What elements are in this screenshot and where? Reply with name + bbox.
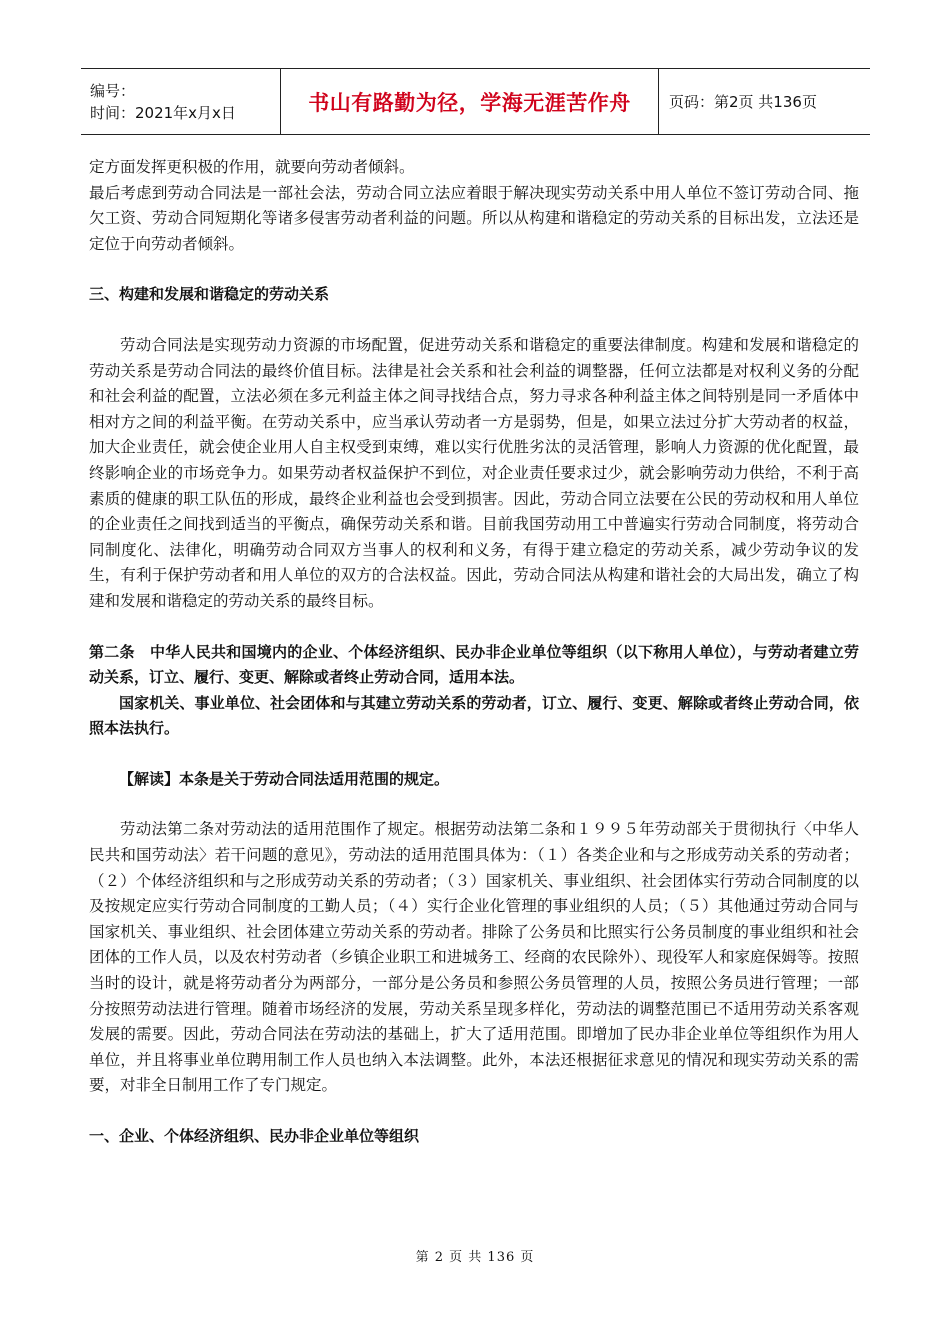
paragraph: 劳动法第二条对劳动法的适用范围作了规定。根据劳动法第二条和１９９５年劳动部关于贯彻执行〈中华人民共和国劳动法〉若干问题的意见》，劳动法的适用范围具体为：（１）各类企业和与之形成劳动关系的劳动者；（２）个体经济组织和与之形成劳动关系的劳动者；（３）国家机关、事业组织、社会团体实行劳动合同制度的以及按规定应实行劳动合同制度的工勤人员；（４）实行企业化管理的事业组织的人员；（５）其他通过劳动合同与国家机关、事业组织、社会团体建立劳动关系的劳动者。排除了公务员和比照实行公务员制度的事业组织和社会团体的工作人员，以及农村劳动者（乡镇企业职工和进城务工、经商的农民除外）、现役军人和家庭保姆等。按照当时的设计，就是将劳动者分为两部分，一部分是公务员和参照公务员管理的人员，按照公务员进行管理；一部分按照劳动法进行管理。随着市场经济的发展，劳动关系呈现多样化，劳动法的调整范围已不适用劳动关系客观发展的需要。因此，劳动合同法在劳动法的基础上，扩大了适用范围。即增加了民办非企业单位等组织作为用人单位，并且将事业单位聘用制工作人员也纳入本法调整。此外，本法还根据征求意见的情况和现实劳动关系的需要，对非全日制用工作了专门规定。 xyxy=(89,820,859,1095)
code-label: 编号： xyxy=(90,81,136,100)
time-label: 时间：2021年x月x日 xyxy=(90,103,236,122)
document-body xyxy=(89,155,859,1150)
paragraph: 最后考虑到劳动合同法是一部社会法，劳动合同立法应着眼于解决现实劳动关系中用人单位不签订劳动合同、拖欠工资、劳动合同短期化等诸多侵害劳动者利益的问题。所以从构建和谐稳定的劳动关系的目标出发，立法还是定位于向劳动者倾斜。 xyxy=(89,183,859,253)
paragraph: 定方面发挥更积极的作用，就要向劳动者倾斜。 xyxy=(89,158,415,176)
interpretation-heading: 【解读】本条是关于劳动合同法适用范围的规定。 xyxy=(119,769,450,788)
header-page-label: 页码：第2页 共136页 xyxy=(669,93,817,111)
section-heading: 一、企业、个体经济组织、民办非企业单位等组织 xyxy=(89,1127,420,1145)
article-text: 国家机关、事业单位、社会团体和与其建立劳动关系的劳动者，订立、履行、变更、解除或者终止劳动合同，依照本法执行。 xyxy=(89,693,859,738)
paragraph: 劳动合同法是实现劳动力资源的市场配置，促进劳动关系和谐稳定的重要法律制度。构建和发展和谐稳定的劳动关系是劳动合同法的最终价值目标。法律是社会关系和社会利益的调整器，任何立法都是对权利义务的分配和社会利益的配置，立法必须在多元利益主体之间寻找结合点，努力寻求各种利益主体之间特别是同一矛盾体中相对方之间的利益平衡。在劳动关系中，应当承认劳动者一方是弱势，但是，如果立法过分扩大劳动者的权益，加大企业责任，就会使企业用人自主权受到束缚，难以实行优胜劣汰的灵活管理，影响人力资源的优化配置，最终影响企业的市场竞争力。如果劳动者权益保护不到位，对企业责任要求过少，就会影响劳动力供给，不利于高素质的健康的职工队伍的形成，最终企业利益也会受到损害。因此，劳动合同立法要在公民的劳动权和用人单位的企业责任之间找到适当的平衡点，确保劳动关系和谐。目前我国劳动用工中普遍实行劳动合同制度，将劳动合同制度化、法律化，明确劳动合同双方当事人的权利和义务，有得于建立稳定的劳动关系，减少劳动争议的发生，有利于保护劳动者和用人单位的双方的合法权益。因此，劳动合同法从构建和谐社会的大局出发，确立了构建和发展和谐稳定的劳动关系的最终目标。 xyxy=(89,335,859,610)
page-header xyxy=(81,68,870,135)
article-text: 第二条 中华人民共和国境内的企业、个体经济组织、民办非企业单位等组织（以下称用人单位），与劳动者建立劳动关系，订立、履行、变更、解除或者终止劳动合同，适用本法。 xyxy=(89,642,859,687)
header-motto: 书山有路勤为径，学海无涯苦作舟 xyxy=(281,69,659,134)
section-heading: 三、构建和发展和谐稳定的劳动关系 xyxy=(89,285,330,304)
header-meta xyxy=(81,69,281,134)
page-footer: 第 2 页 共 136 页 xyxy=(415,1250,535,1265)
